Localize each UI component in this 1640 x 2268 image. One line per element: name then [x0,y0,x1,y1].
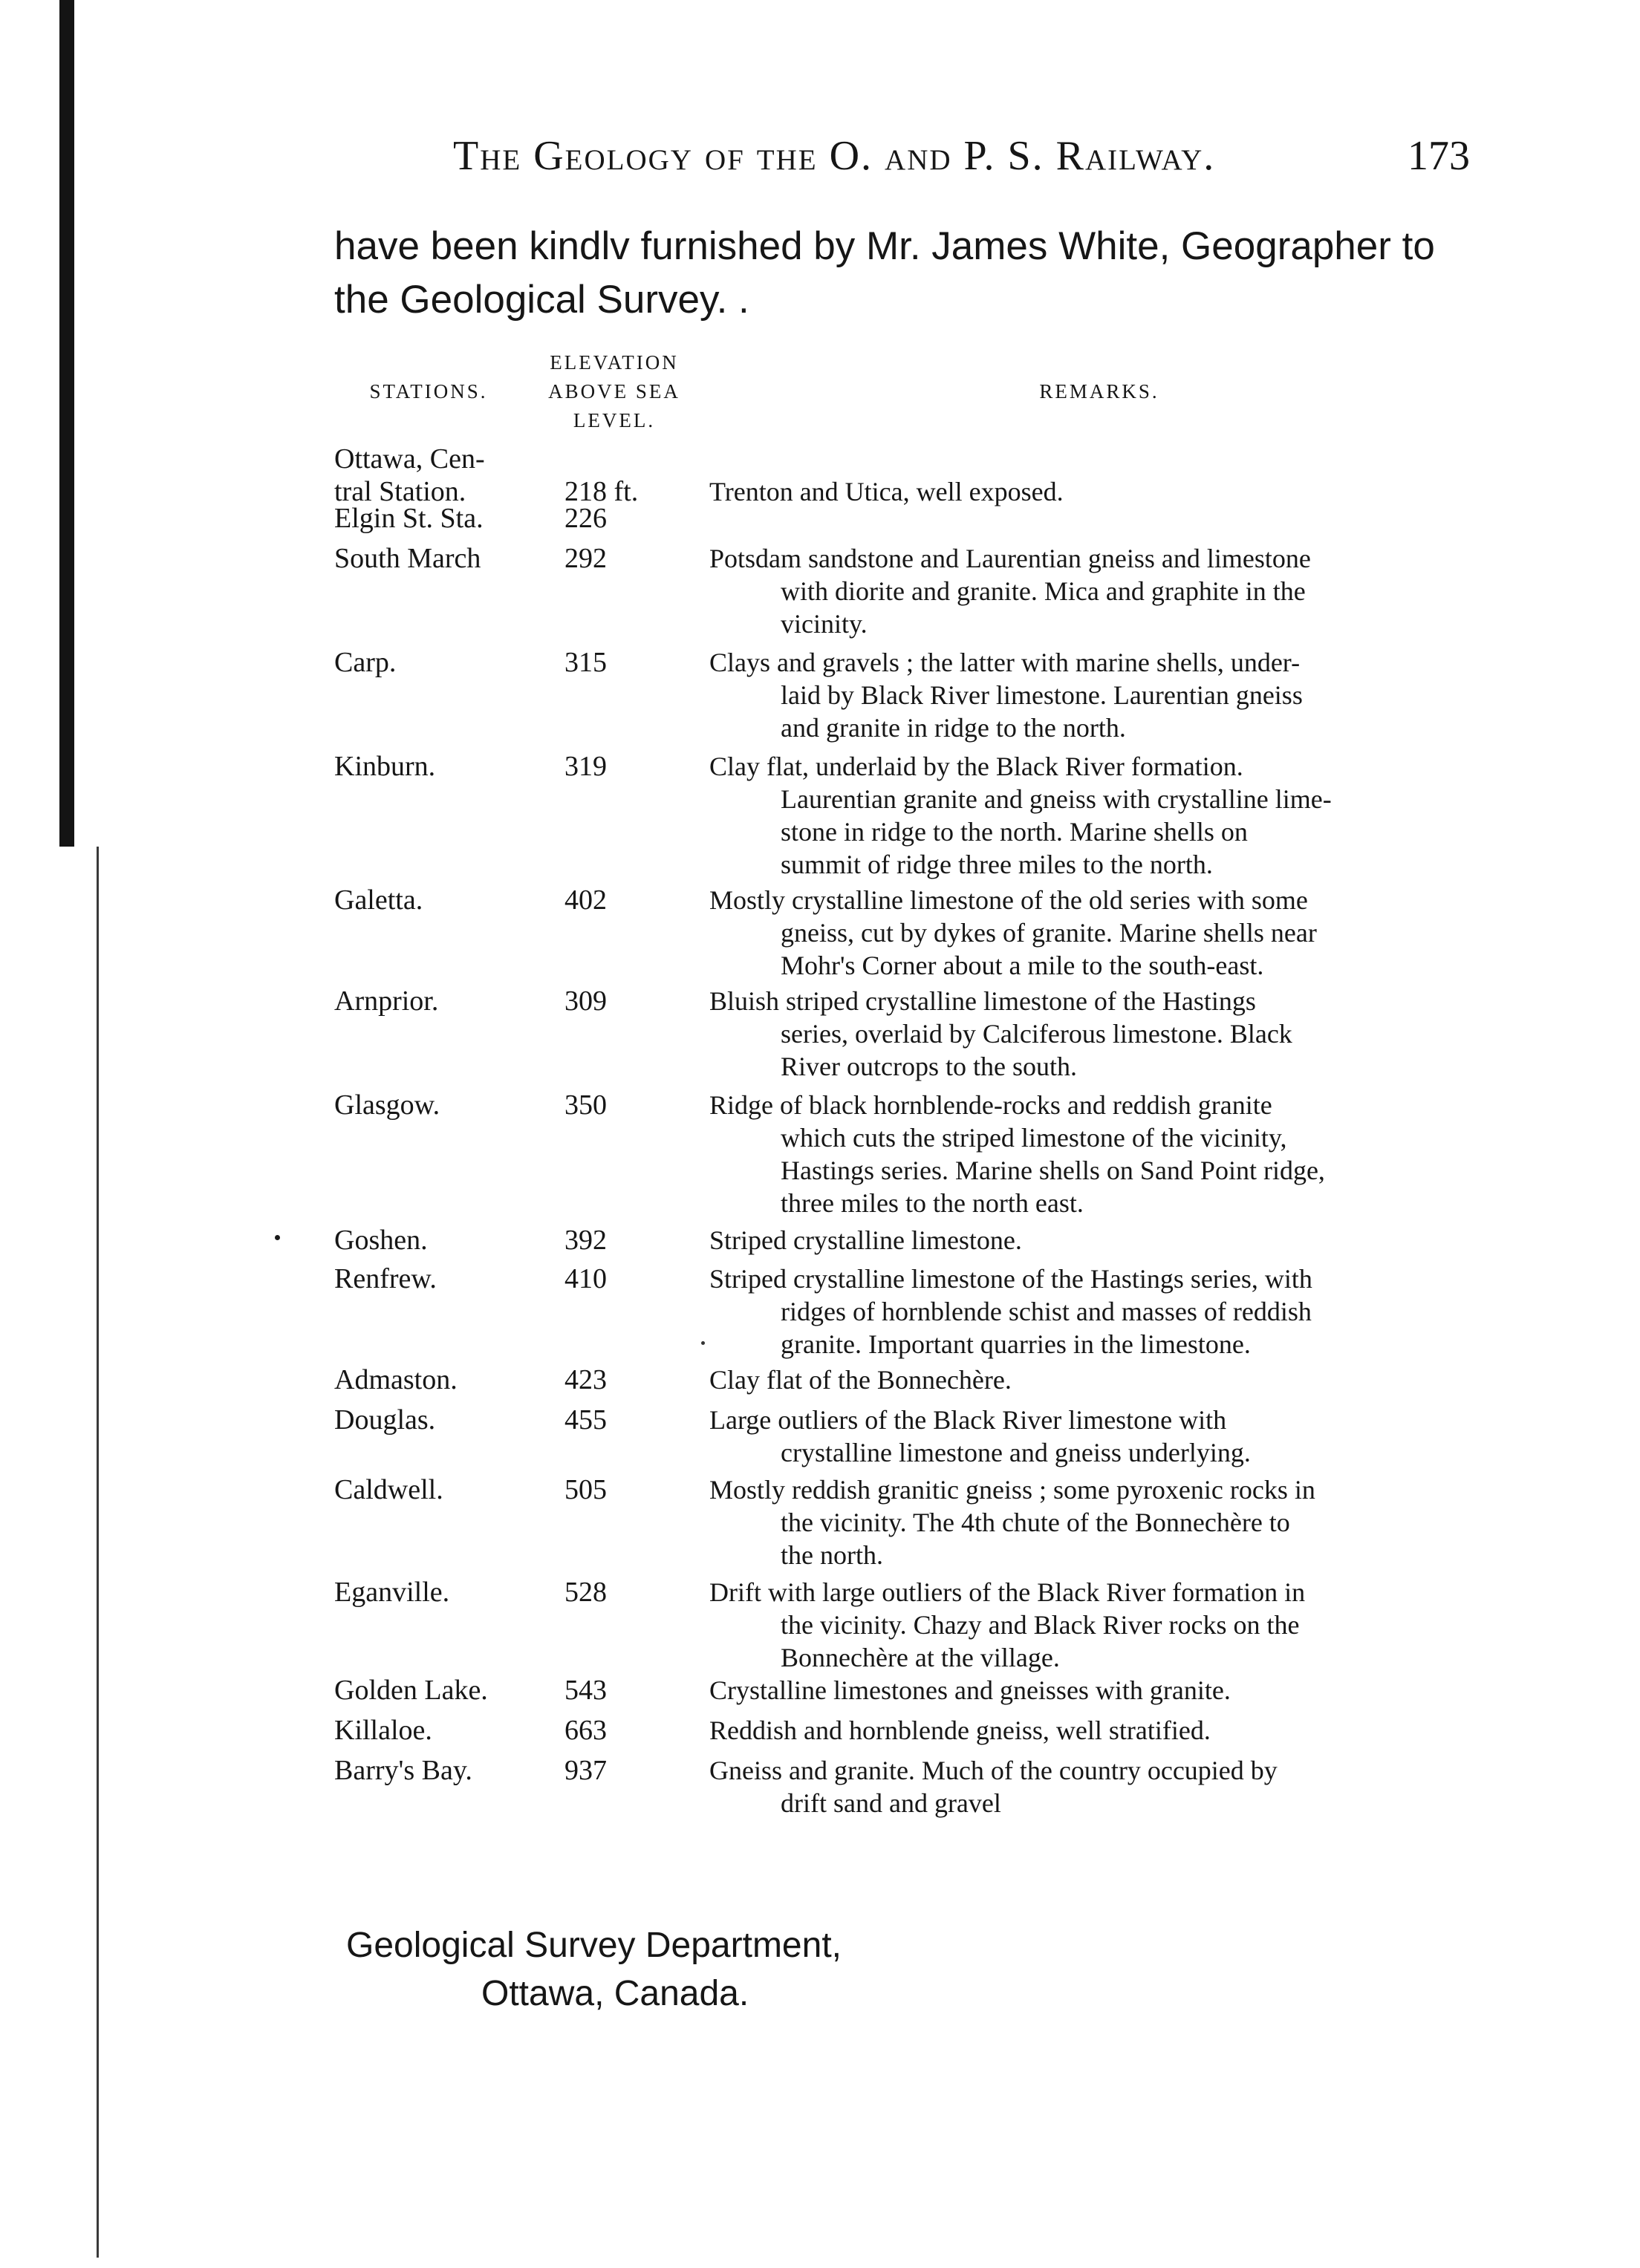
stray-mark [275,1235,280,1240]
station-line: Goshen. [334,1225,428,1256]
station-name [334,1754,542,1787]
running-head [453,132,1215,180]
remarks-line: granite. Important quarries in the limestone. [781,1329,1251,1359]
station-line: South March [334,543,481,574]
remarks-line: ridges of hornblende schist and masses of reddish [781,1297,1312,1326]
station-name [334,542,542,575]
remarks-line: and granite in ridge to the north. [781,713,1126,743]
remarks-line: Bluish striped crystalline limestone of the Hastings [709,986,1256,1016]
remarks-line: the vicinity. Chazy and Black River rocks on the [781,1610,1300,1640]
remarks-line: Bonnechère at the village. [781,1643,1060,1672]
remarks-line: Large outliers of the Black River limestone with [709,1405,1227,1435]
station-name [334,1576,542,1609]
remarks-cell [709,1576,1305,1674]
remarks-line: the vicinity. The 4th chute of the Bonnechère to [781,1508,1290,1537]
remarks-cell [709,1224,1022,1257]
station-name [334,646,542,679]
remarks-line: Clay flat, underlaid by the Black River formation. [709,752,1243,781]
elevation-value: 218 ft. [564,476,639,507]
station-line: Killaloe. [334,1715,432,1746]
binding-line [97,847,99,2258]
remarks-cell [709,1674,1231,1707]
station-line: Glasgow. [334,1089,440,1121]
remarks-cell [709,750,1332,881]
elevation-value: 315 [564,647,607,678]
remarks-line: Trenton and Utica, well exposed. [709,477,1064,506]
station-line: Renfrew. [334,1263,437,1294]
remarks-line: Mostly crystalline limestone of the old series with some [709,885,1308,915]
signature-line-1: Geological Survey Department, [346,1926,842,1965]
station-line: Caldwell. [334,1474,443,1505]
remarks-line: Striped crystalline limestone. [709,1225,1022,1255]
elevation-value: 410 [564,1263,607,1294]
remarks-line: Crystalline limestones and gneisses with granite. [709,1675,1231,1705]
remarks-line: three miles to the north east. [781,1188,1084,1218]
running-head-title: The Geology of the O. and P. S. Railway. [453,133,1216,179]
station-name [334,1674,542,1707]
elevation-value: 292 [564,543,607,574]
remarks-cell [709,1754,1278,1819]
station-line: Eganville. [334,1577,450,1608]
station-line: Ottawa, Cen- [334,443,485,475]
station-name [334,1714,542,1747]
signature-line-2: Ottawa, Canada. [481,1974,749,2013]
header-remarks: REMARKS. [1039,380,1159,403]
elevation-value: 319 [564,751,607,782]
remarks-line: Hastings series. Marine shells on Sand Point ridge, [781,1156,1325,1185]
station-name [334,1363,542,1396]
elevation-value: 543 [564,1675,607,1706]
remarks-line: with diorite and granite. Mica and graphite in the [781,576,1306,606]
station-name [334,985,542,1017]
remarks-line: vicinity. [781,609,868,639]
remarks-line: Potsdam sandstone and Laurentian gneiss and limestone [709,544,1311,573]
station-name [334,884,542,916]
remarks-line: River outcrops to the south. [781,1052,1077,1081]
remarks-line: summit of ridge three miles to the north. [781,850,1213,879]
intro-paragraph: have been kindlv furnished by Mr. James White, Geographer to the Geological Survey. . [334,224,1435,322]
page-number: 173 [1408,133,1470,179]
remarks-line: crystalline limestone and gneiss underlying. [781,1438,1251,1467]
elevation-value: 937 [564,1755,607,1786]
header-elevation [529,348,700,435]
station-line: Barry's Bay. [334,1755,472,1786]
station-line: Arnprior. [334,985,439,1017]
station-line: Galetta. [334,884,423,916]
remarks-cell [709,1714,1211,1747]
station-name [334,1262,542,1295]
remarks-line: the north. [781,1540,883,1570]
remarks-line: stone in ridge to the north. Marine shells on [781,817,1248,847]
remarks-line: Striped crystalline limestone of the Hastings series, with [709,1264,1312,1294]
elevation-value: 309 [564,985,607,1017]
header-elevation-line: ABOVE SEA [548,380,680,403]
remarks-line: Ridge of black hornblende-rocks and reddish granite [709,1090,1272,1120]
station-name [334,1404,542,1436]
remarks-cell [709,475,1064,508]
station-line: Carp. [334,647,397,678]
station-name [334,443,542,508]
remarks-cell [709,542,1311,640]
remarks-cell [709,1089,1325,1219]
station-name [334,502,542,535]
remarks-line: Mohr's Corner about a mile to the south-east. [781,951,1264,980]
station-line: Golden Lake. [334,1675,488,1706]
station-line: Admaston. [334,1364,458,1395]
elevation-value: 528 [564,1577,607,1608]
elevation-value: 505 [564,1474,607,1505]
remarks-cell [709,1404,1251,1469]
binding-edge [59,0,74,847]
remarks-cell [709,1262,1312,1361]
remarks-line: laid by Black River limestone. Laurentian gneiss [781,680,1303,710]
station-line: tral Station. [334,476,466,507]
station-line: Elgin St. Sta. [334,503,484,534]
station-name [334,1473,542,1506]
remarks-line: Reddish and hornblende gneiss, well stratified. [709,1715,1211,1745]
remarks-line: gneiss, cut by dykes of granite. Marine shells near [781,918,1317,948]
elevation-value: 350 [564,1089,607,1121]
remarks-line: Clays and gravels ; the latter with marine shells, under- [709,648,1301,677]
elevation-value: 402 [564,884,607,916]
station-line: Douglas. [334,1404,436,1436]
station-name [334,750,542,783]
remarks-cell [709,1473,1315,1571]
header-elevation-line: ELEVATION [550,351,679,374]
header-stations: STATIONS. [369,380,488,403]
remarks-line: which cuts the striped limestone of the vicinity, [781,1123,1287,1153]
elevation-value: 663 [564,1715,607,1746]
station-name [334,1089,542,1121]
remarks-line: Drift with large outliers of the Black River formation in [709,1577,1306,1607]
remarks-cell [709,1363,1012,1396]
stray-mark [701,1341,705,1345]
remarks-cell [709,884,1317,982]
elevation-value: 392 [564,1225,607,1256]
remarks-cell [709,646,1303,744]
elevation-value: 423 [564,1364,607,1395]
remarks-line: Mostly reddish granitic gneiss ; some pyroxenic rocks in [709,1475,1315,1505]
station-name [334,1224,542,1257]
remarks-cell [709,985,1292,1083]
header-elevation-line: LEVEL. [573,409,656,431]
remarks-line: Laurentian granite and gneiss with crystalline lime- [781,784,1332,814]
elevation-value: 455 [564,1404,607,1436]
remarks-line: Gneiss and granite. Much of the country occupied by [709,1756,1278,1785]
station-line: Kinburn. [334,751,436,782]
remarks-line: series, overlaid by Calciferous limestone. Black [781,1019,1292,1049]
elevation-value: 226 [564,503,607,534]
remarks-line: Clay flat of the Bonnechère. [709,1365,1012,1395]
remarks-line: drift sand and gravel [781,1788,1001,1818]
